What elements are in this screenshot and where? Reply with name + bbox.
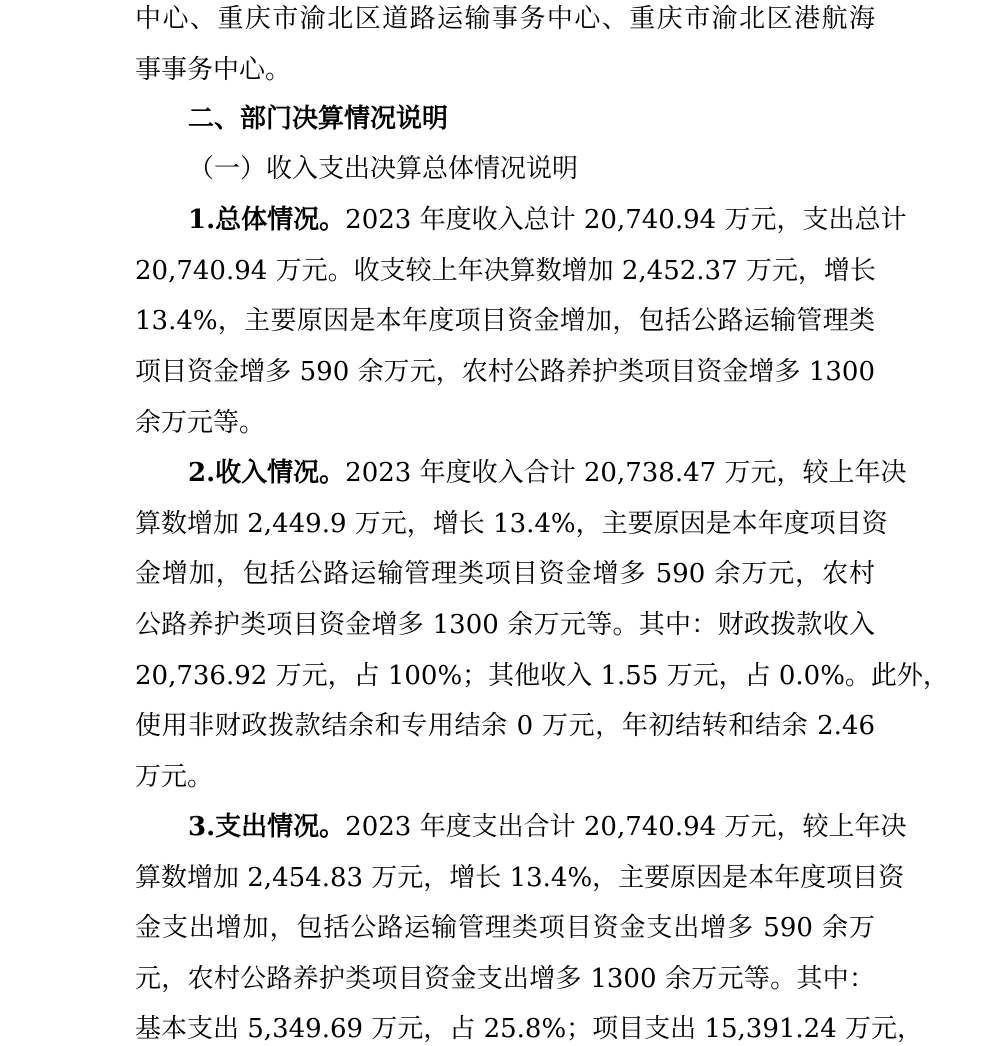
expense-line-3: 金支出增加，包括公路运输管理类项目资金支出增多 590 余万 xyxy=(135,913,875,943)
income-line-7: 万元。 xyxy=(135,762,214,792)
subsection-1-title: （一）收入支出决算总体情况说明 xyxy=(188,154,579,184)
income-line-4: 公路养护类项目资金增多 1300 余万元等。其中：财政拨款收入 xyxy=(135,610,875,640)
overall-line-3: 13.4%，主要原因是本年度项目资金增加，包括公路运输管理类 xyxy=(135,306,875,336)
expense-line-2: 算数增加 2,454.83 万元，增长 13.4%，主要原因是本年度项目资 xyxy=(135,863,905,893)
income-line-1 xyxy=(188,456,907,490)
intro-line-2: 事事务中心。 xyxy=(135,55,292,85)
section-2-title: 二、部门决算情况说明 xyxy=(188,104,449,134)
expense-line-1-text: 2023 年度支出合计 20,740.94 万元，较上年决 xyxy=(345,812,907,842)
income-lead: 2.收入情况。 xyxy=(188,458,346,488)
overall-line-1-text: 2023 年度收入总计 20,740.94 万元，支出总计 xyxy=(345,205,907,235)
intro-line-1: 中心、重庆市渝北区道路运输事务中心、重庆市渝北区港航海 xyxy=(135,4,875,34)
expense-line-5: 基本支出 5,349.69 万元，占 25.8%；项目支出 15,391.24 万元， xyxy=(135,1014,924,1044)
income-line-3: 金增加，包括公路运输管理类项目资金增多 590 余万元，农村 xyxy=(135,559,875,589)
overall-line-1 xyxy=(188,203,907,237)
income-line-1-text: 2023 年度收入合计 20,738.47 万元，较上年决 xyxy=(345,458,907,488)
overall-line-4: 项目资金增多 590 余万元，农村公路养护类项目资金增多 1300 xyxy=(135,357,875,387)
overall-lead: 1.总体情况。 xyxy=(188,205,346,235)
expense-lead: 3.支出情况。 xyxy=(188,812,346,842)
overall-line-5: 余万元等。 xyxy=(135,408,266,438)
income-line-5: 20,736.92 万元，占 100%；其他收入 1.55 万元，占 0.0%。此外， xyxy=(135,661,949,691)
expense-line-4: 元，农村公路养护类项目资金支出增多 1300 余万元等。其中： xyxy=(135,964,875,994)
income-line-2: 算数增加 2,449.9 万元，增长 13.4%，主要原因是本年度项目资 xyxy=(135,509,888,539)
expense-line-1 xyxy=(188,810,907,844)
overall-line-2: 20,740.94 万元。收支较上年决算数增加 2,452.37 万元，增长 xyxy=(135,256,876,286)
income-line-6: 使用非财政拨款结余和专用结余 0 万元，年初结转和结余 2.46 xyxy=(135,711,875,741)
